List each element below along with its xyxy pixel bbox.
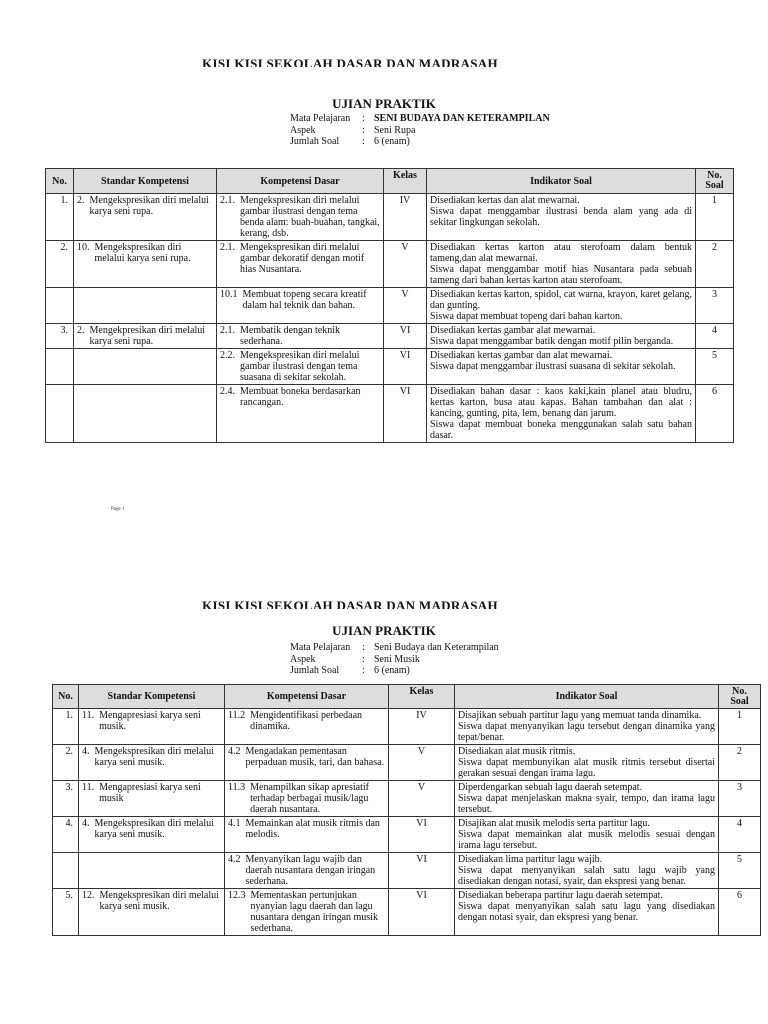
standar-kompetensi: 2. Mengekpresikan diri melalui karya seni rupa.: [74, 324, 217, 349]
kompetensi-dasar: 2.2. Mengekspresikan diri melalui gambar ilustrasi dengan tema suasana di sekitar sekolah.: [217, 349, 384, 385]
page1-footer: Page 1: [111, 507, 125, 512]
indikator-line: Disediakan kertas karton, spidol, cat warna, krayon, karet gelang, dan gunting.: [430, 289, 692, 311]
standar-kompetensi: 12. Mengekspresikan diri melalui karya seni musik.: [79, 889, 225, 936]
page1-meta: Mata Pelajaran : SENI BUDAYA DAN KETERAMPILAN Aspek : Seni Rupa Jumlah Soal : 6 (enam): [290, 113, 550, 147]
kompetensi-dasar: 11.3 Menampilkan sikap apresiatif terhadap berbagai musik/lagu daerah nusantara.: [225, 781, 389, 817]
kelas: IV: [384, 194, 427, 241]
kompetensi-dasar: 10.1 Membuat topeng secara kreatif dalam hal teknik dan bahan.: [217, 288, 384, 324]
row-no: 2.: [53, 745, 79, 781]
table-row: [46, 288, 734, 324]
indikator-soal: [455, 709, 719, 745]
table-row: [46, 194, 734, 241]
kompetensi-dasar: 12.3 Mementaskan pertunjukan nyanyian lagu daerah dan lagu nusantara dengan iringan musik sederhana.: [225, 889, 389, 936]
row-no: [46, 349, 74, 385]
indikator-line: Diperdengarkan sebuah lagu daerah setempat.: [458, 782, 643, 793]
no-soal: 6: [696, 385, 734, 443]
standar-kompetensi: 11. Mengapresiasi karya seni musik: [79, 781, 225, 817]
indikator-soal: [455, 889, 719, 936]
no-soal: 1: [696, 194, 734, 241]
table-row: [53, 817, 761, 853]
row-no: 1.: [46, 194, 74, 241]
table-row: [46, 241, 734, 288]
no-soal: 6: [719, 889, 761, 936]
indikator-line: Siswa dapat memainkan alat musik melodis sesuai dengan irama lagu tersebut.: [458, 829, 715, 851]
standar-kompetensi: [74, 288, 217, 324]
indikator-soal: [427, 241, 696, 288]
page1-table: [45, 168, 734, 443]
col-no: No.: [53, 685, 79, 709]
table-row: [46, 385, 734, 443]
row-no: 4.: [53, 817, 79, 853]
table-row: [46, 324, 734, 349]
standar-kompetensi: 2. Mengekspresikan diri melalui karya seni rupa.: [74, 194, 217, 241]
indikator-line: Siswa dapat menggambar ilustrasi suasana di sekitar sekolah.: [430, 361, 676, 372]
page2-header: KISI KISI SEKOLAH DASAR DAN MADRASAH: [202, 599, 498, 609]
kelas: VI: [389, 853, 455, 889]
indikator-soal: [427, 349, 696, 385]
standar-kompetensi: [74, 349, 217, 385]
indikator-soal: [427, 288, 696, 324]
standar-kompetensi: 4. Mengekspresikan diri melalui karya seni musik.: [79, 817, 225, 853]
table-row: [53, 889, 761, 936]
kelas: VI: [384, 385, 427, 443]
row-no: [46, 288, 74, 324]
page2-title: UJIAN PRAKTIK: [332, 623, 436, 638]
kompetensi-dasar: 4.2 Mengadakan pementasan perpaduan musik, tari, dan bahasa.: [225, 745, 389, 781]
row-no: 1.: [53, 709, 79, 745]
kelas: V: [389, 781, 455, 817]
no-soal: 5: [719, 853, 761, 889]
indikator-line: Siswa dapat menggambar batik dengan motif pilin berganda.: [430, 336, 674, 347]
no-soal: 2: [696, 241, 734, 288]
table-row: [53, 745, 761, 781]
col-kelas: Kelas: [389, 685, 455, 709]
row-no: 2.: [46, 241, 74, 288]
no-soal: 3: [719, 781, 761, 817]
col-indikator-soal: Indikator Soal: [427, 169, 696, 194]
indikator-line: Siswa dapat membuat topeng dari bahan karton.: [430, 311, 623, 322]
page1-title: UJIAN PRAKTIK: [332, 96, 436, 111]
standar-kompetensi: [74, 385, 217, 443]
col-kompetensi-dasar: Kompetensi Dasar: [217, 169, 384, 194]
row-no: 3.: [53, 781, 79, 817]
indikator-soal: [427, 324, 696, 349]
no-soal: 3: [696, 288, 734, 324]
indikator-line: Disediakan bahan dasar : kaos kaki,kain planel atau bludru, kertas karton, busa atau kapas. Bahan tambahan dan alat : kancing, gunting, pita, lem, benang dan jarum.: [430, 386, 692, 419]
indikator-line: Siswa dapat menjelaskan makna syair, tempo, dan irama lagu tersebut.: [458, 793, 715, 815]
no-soal: 4: [696, 324, 734, 349]
kelas: IV: [389, 709, 455, 745]
standar-kompetensi: 10. Mengekspresikan diri melalui karya seni rupa.: [74, 241, 217, 288]
indikator-line: Siswa dapat membunyikan alat musik ritmis tersebut disertai gerakan sesuai dengan irama lagu.: [458, 757, 715, 779]
row-no: [53, 853, 79, 889]
indikator-line: Disediakan kertas karton atau sterofoam dalam bentuk tameng,dan alat mewarnai.: [430, 242, 692, 264]
indikator-line: Disediakan kertas gambar alat mewarnai.: [430, 325, 596, 336]
col-standar-kompetensi: Standar Kompetensi: [74, 169, 217, 194]
col-standar-kompetensi: Standar Kompetensi: [79, 685, 225, 709]
page2-table: [52, 684, 761, 936]
indikator-soal: [427, 385, 696, 443]
kelas: VI: [389, 889, 455, 936]
col-no-soal: No. Soal: [696, 169, 734, 194]
indikator-line: Siswa dapat menyanyikan salah satu lagu wajib yang disediakan dengan notasi, syair, dan ekspresi yang benar.: [458, 865, 715, 887]
col-kompetensi-dasar: Kompetensi Dasar: [225, 685, 389, 709]
standar-kompetensi: 4. Mengekspresikan diri melalui karya seni musik.: [79, 745, 225, 781]
kelas: VI: [384, 349, 427, 385]
kelas: VI: [389, 817, 455, 853]
row-no: [46, 385, 74, 443]
kelas: VI: [384, 324, 427, 349]
table-row: [53, 853, 761, 889]
indikator-line: Siswa dapat menyanyikan salah satu lagu yang disediakan dengan notasi syair, dan ekspresi yang benar.: [458, 901, 715, 923]
indikator-line: Disediakan lima partitur lagu wajib.: [458, 854, 603, 865]
no-soal: 5: [696, 349, 734, 385]
no-soal: 4: [719, 817, 761, 853]
kompetensi-dasar: 4.2 Menyanyikan lagu wajib dan daerah nusantara dengan iringan sederhana.: [225, 853, 389, 889]
row-no: 5.: [53, 889, 79, 936]
indikator-soal: [455, 817, 719, 853]
kompetensi-dasar: 2.1. Mengekspresikan diri melalui gambar ilustrasi dengan tema benda alam: buah-buahan, tangkai, kerang, dsb.: [217, 194, 384, 241]
no-soal: 1: [719, 709, 761, 745]
indikator-soal: [455, 745, 719, 781]
indikator-line: Siswa dapat menyanyikan lagu tersebut dengan dinamika yang tepat/benar.: [458, 721, 715, 743]
kompetensi-dasar: 2.1. Mengekspresikan diri melalui gambar dekoratif dengan motif hias Nusantara.: [217, 241, 384, 288]
kompetensi-dasar: 11.2 Mengidentifikasi perbedaan dinamika.: [225, 709, 389, 745]
indikator-soal: [427, 194, 696, 241]
col-no-soal: No. Soal: [719, 685, 761, 709]
table-row: [46, 349, 734, 385]
page1-header: KISI KISI SEKOLAH DASAR DAN MADRASAH: [202, 57, 498, 67]
table-row: [53, 709, 761, 745]
col-no: No.: [46, 169, 74, 194]
col-indikator-soal: Indikator Soal: [455, 685, 719, 709]
indikator-line: Siswa dapat menggambar ilustrasi benda alam yang ada di sekitar lingkungan sekolah.: [430, 206, 692, 228]
indikator-soal: [455, 853, 719, 889]
table-row: [53, 781, 761, 817]
no-soal: 2: [719, 745, 761, 781]
col-kelas: Kelas: [384, 169, 427, 194]
standar-kompetensi: 11. Mengapresiasi karya seni musik.: [79, 709, 225, 745]
row-no: 3.: [46, 324, 74, 349]
page2-table-header: [53, 685, 761, 709]
indikator-line: Siswa dapat menggambar motif hias Nusantara pada sebuah tameng dari bahan kertas karton atau sterofoam.: [430, 264, 692, 286]
page2-meta: Mata Pelajaran : Seni Budaya dan Keterampilan Aspek : Seni Musik Jumlah Soal : 6 (enam): [290, 642, 499, 676]
indikator-line: Disediakan kertas gambar dan alat mewarnai.: [430, 350, 613, 361]
kompetensi-dasar: 4.1 Memainkan alat musik ritmis dan melodis.: [225, 817, 389, 853]
kompetensi-dasar: 2.4. Membuat boneka berdasarkan rancangan.: [217, 385, 384, 443]
indikator-soal: [455, 781, 719, 817]
kelas: V: [384, 288, 427, 324]
indikator-line: Siswa dapat membuat boneka menggunakan salah satu bahan dasar.: [430, 419, 692, 441]
indikator-line: Disediakan beberapa partitur lagu daerah setempat.: [458, 890, 663, 901]
indikator-line: Disediakan alat musik ritmis.: [458, 746, 576, 757]
kompetensi-dasar: 2.1. Membatik dengan teknik sederhana.: [217, 324, 384, 349]
indikator-line: Disajikan alat musik melodis serta partitur lagu.: [458, 818, 650, 829]
page1-table-header: [46, 169, 734, 194]
standar-kompetensi: [79, 853, 225, 889]
indikator-line: Disediakan kertas dan alat mewarnai.: [430, 195, 580, 206]
kelas: V: [389, 745, 455, 781]
indikator-line: Disajikan sebuah partitur lagu yang memuat tanda dinamika.: [458, 710, 702, 721]
kelas: V: [384, 241, 427, 288]
